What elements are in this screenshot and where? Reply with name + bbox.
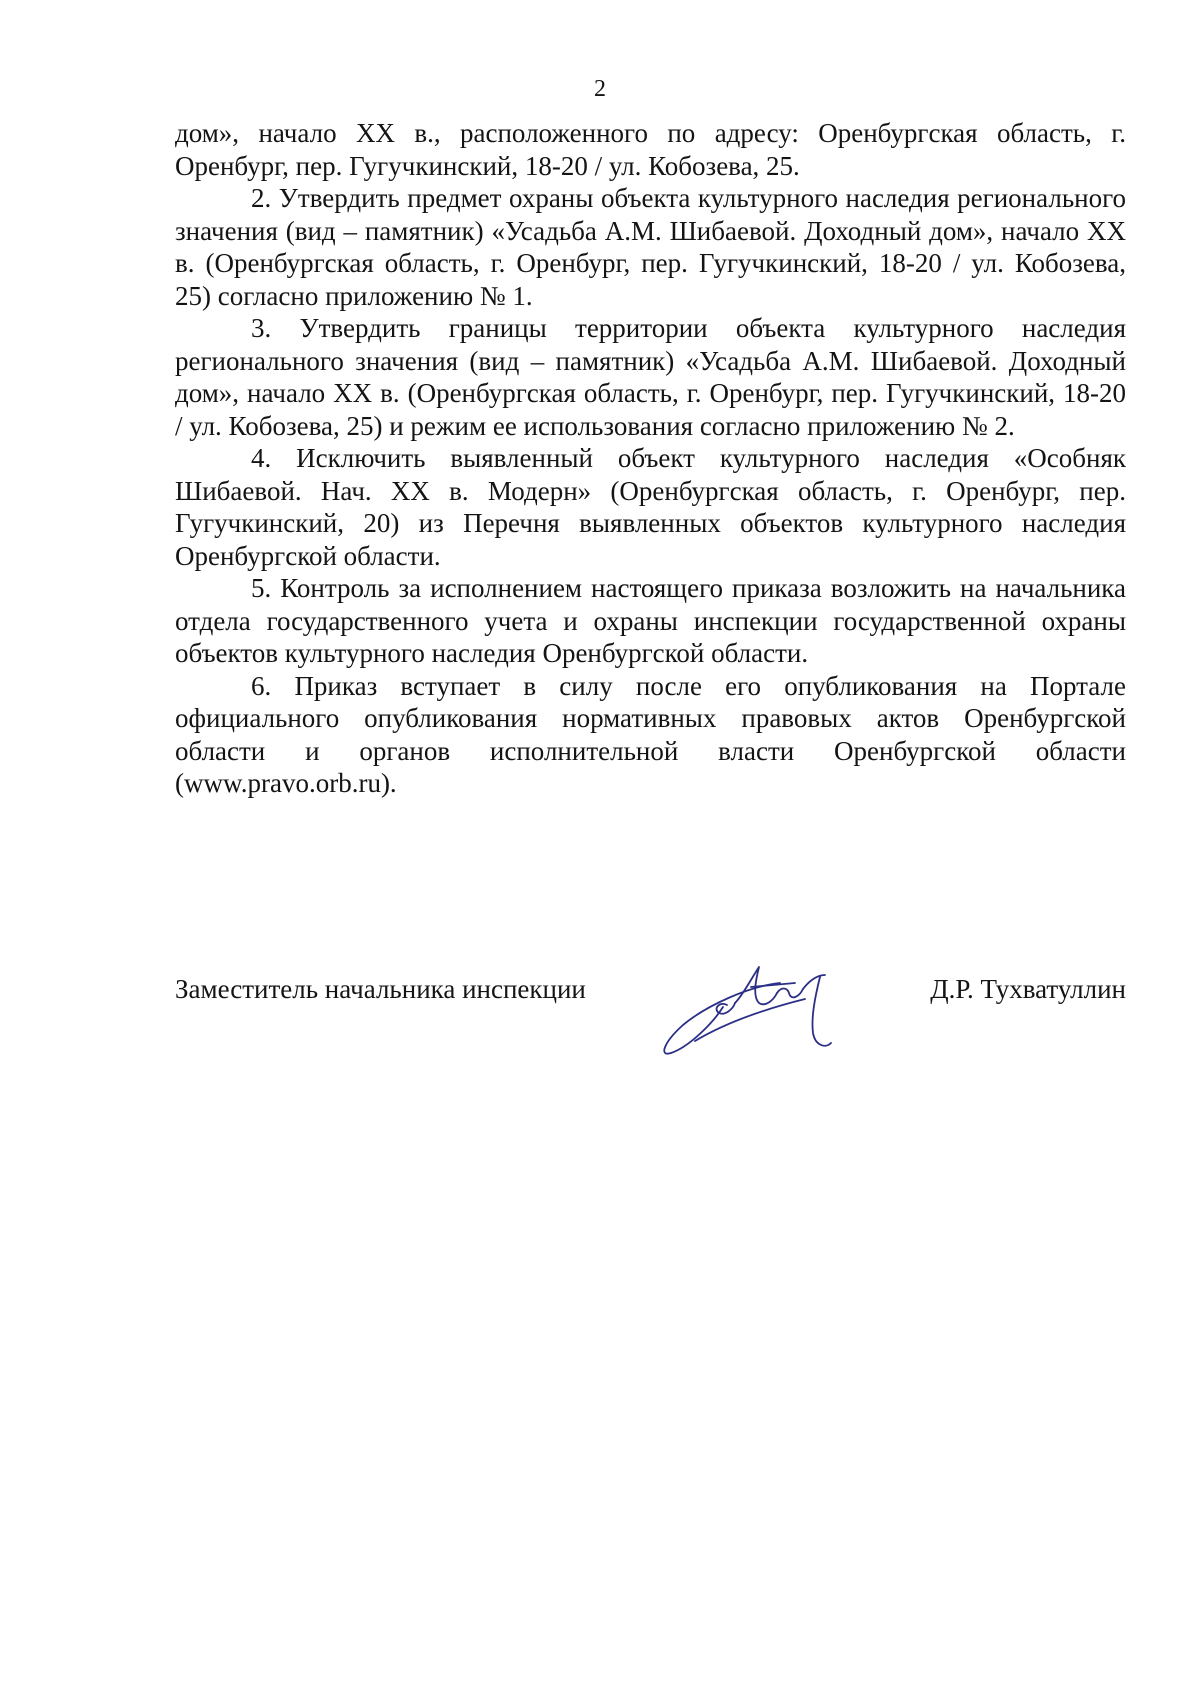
handwritten-signature [655,953,865,1063]
signatory-name: Д.Р. Тухватуллин [930,974,1126,1004]
signatory-position: Заместитель начальника инспекции [175,974,586,1004]
document-body [175,117,1126,800]
signature-block [175,968,1126,1078]
paragraph-continuation: дом», начало XX в., расположенного по адресу: Оренбургская область, г. Оренбург, пер. Гугучкинский, 18-20 / ул. Кобозева, 25. [175,118,1126,181]
paragraph-item-5: 5. Контроль за исполнением настоящего приказа возложить на начальника отдела государственного учета и охраны инспекции государственной охраны объектов культурного наследия Оренбургской области. [175,573,1126,668]
page-number: 2 [594,76,606,102]
paragraph-item-3: 3. Утвердить границы территории объекта культурного наследия регионального значения (вид – памятник) «Усадьба А.М. Шибаевой. Доходный дом», начало XX в. (Оренбургская область, г. Оренбург, пер. Гугучкинский, 18-20 / ул. Кобозева, 25) и режим ее использования согласно приложению № 2. [175,313,1126,441]
paragraph-item-4: 4. Исключить выявленный объект культурного наследия «Особняк Шибаевой. Нач. XX в. Модерн» (Оренбургская область, г. Оренбург, пер. Гугучкинский, 20) из Перечня выявленных объектов культурного наследия Оренбургской области. [175,443,1126,571]
paragraph-item-6: 6. Приказ вступает в силу после его опубликования на Портале официального опубликования нормативных правовых актов Оренбургской области и органов исполнительной власти Оренбургской области (www.pravo.orb.ru). [175,670,1126,798]
paragraph-item-2: 2. Утвердить предмет охраны объекта культурного наследия регионального значения (вид – памятник) «Усадьба А.М. Шибаевой. Доходный дом», начало XX в. (Оренбургская область, г. Оренбург, пер. Гугучкинский, 18-20 / ул. Кобозева, 25) согласно приложению № 1. [175,183,1126,311]
